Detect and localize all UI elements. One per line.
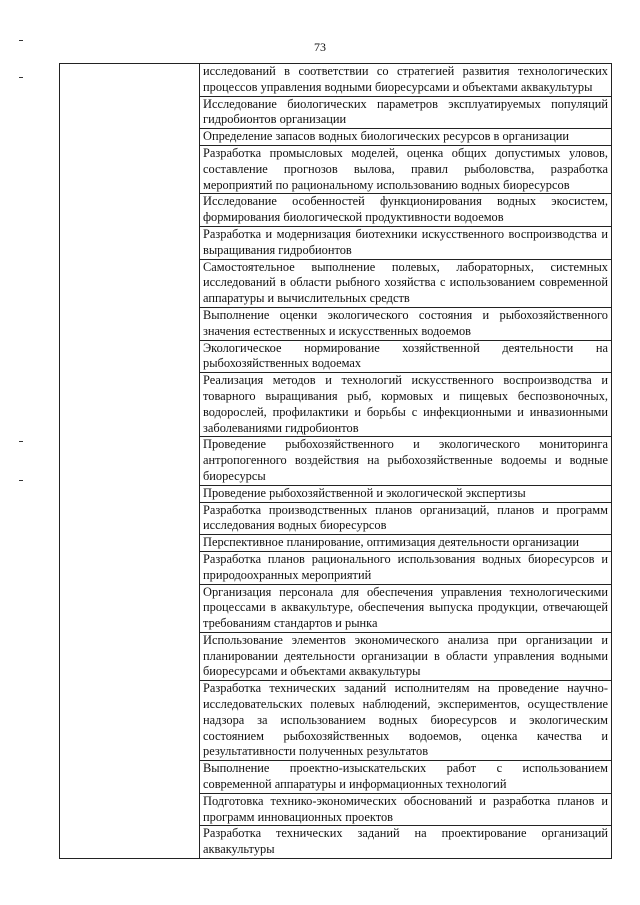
margin-mark xyxy=(19,480,23,481)
table-entry: Выполнение оценки экологического состояния и рыбохозяйственного значения естественных и искусственных водоемов xyxy=(200,307,611,340)
functions-table xyxy=(59,63,612,859)
table-entry: Определение запасов водных биологических ресурсов в организации xyxy=(200,128,611,145)
table-entry: Реализация методов и технологий искусственного воспроизводства и товарного выращивания рыб, кормовых и пищевых беспозвоночных, водорослей, профилактики и борьбы с инфекционными и инвазионными заболеваниями гидробионтов xyxy=(200,372,611,436)
entries-cell xyxy=(200,64,612,859)
table-entry: Перспективное планирование, оптимизация деятельности организации xyxy=(200,534,611,551)
table-entry: Выполнение проектно-изыскательских работ с использованием современной аппаратуры и информационных технологий xyxy=(200,760,611,793)
table-entry: Использование элементов экономического анализа при организации и планировании деятельности организации в области управления водными биоресурсами и объектами аквакультуры xyxy=(200,632,611,680)
margin-mark xyxy=(19,40,23,41)
table-entry: Исследование особенностей функционирования водных экосистем, формирования биологической продуктивности водоемов xyxy=(200,193,611,226)
table-entry: Разработка промысловых моделей, оценка общих допустимых уловов, составление прогнозов вылова, правил рыболовства, разработка мероприятий по рациональному использованию водных биоресурсов xyxy=(200,145,611,193)
table-entry: Проведение рыбохозяйственного и экологического мониторинга антропогенного воздействия на рыбохозяйственные водоемы и водные биоресурсы xyxy=(200,436,611,484)
page-number: 73 xyxy=(314,40,326,54)
table-entry: Проведение рыбохозяйственной и экологической экспертизы xyxy=(200,485,611,502)
table-entry: Разработка планов рационального использования водных биоресурсов и природоохранных мероприятий xyxy=(200,551,611,584)
table-entry: Исследование биологических параметров эксплуатируемых популяций гидробионтов организации xyxy=(200,96,611,129)
table-entry: исследований в соответствии со стратегией развития технологических процессов управления водными биоресурсами и объектами аквакультуры xyxy=(203,64,608,94)
table-entry: Подготовка технико-экономических обоснований и разработка планов и программ инновационных проектов xyxy=(200,793,611,826)
margin-mark xyxy=(19,441,23,442)
table-entry: Экологическое нормирование хозяйственной деятельности на рыбохозяйственных водоемах xyxy=(200,340,611,373)
margin-mark xyxy=(19,77,23,78)
table-entry: Разработка и модернизация биотехники искусственного воспроизводства и выращивания гидробионтов xyxy=(200,226,611,259)
empty-left-cell xyxy=(60,64,200,859)
table-entry: Самостоятельное выполнение полевых, лабораторных, системных исследований в области рыбного хозяйства с использованием современной аппаратуры и вычислительных средств xyxy=(200,259,611,307)
table-entry: Организация персонала для обеспечения управления технологическими процессами в аквакультуре, обеспечения выпуска продукции, отвечающей требованиям стандартов и рынка xyxy=(200,584,611,632)
table-entry: Разработка технических заданий на проектирование организаций аквакультуры xyxy=(200,825,611,858)
table-entry: Разработка производственных планов организаций, планов и программ исследования водных биоресурсов xyxy=(200,502,611,535)
table-entry: Разработка технических заданий исполнителям на проведение научно-исследовательских полевых наблюдений, экспериментов, осуществление надзора за использованием водных биоресурсов и экологическим состоянием рыбохозяйственных водоемов, оценка качества и результативности полученных результатов xyxy=(200,680,611,760)
